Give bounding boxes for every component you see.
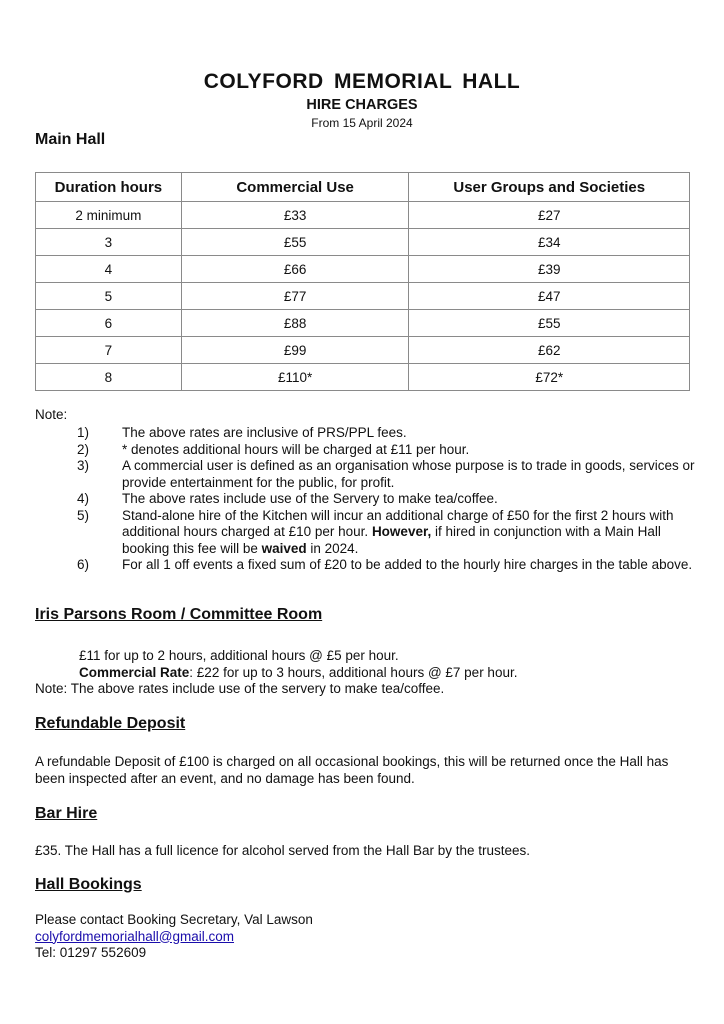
iris-parsons-rates: [35, 648, 685, 698]
cell-commercial: £99: [181, 337, 409, 364]
commercial-rate-text: : £22 for up to 3 hours, additional hours @ £7 per hour.: [189, 664, 518, 680]
note-text-part: Stand-alone hire of the Kitchen will incur an additional charge of £50 for the first 2 hours with additional hours charged at £10 per hour.: [122, 507, 674, 539]
iris-standard-rate: £11 for up to 2 hours, additional hours @ £5 per hour.: [79, 648, 399, 663]
page-subtitle: HIRE CHARGES: [306, 97, 418, 113]
cell-user-groups: £47: [409, 283, 690, 310]
note-number: 2): [77, 441, 90, 457]
column-header-commercial: Commercial Use: [181, 173, 409, 202]
page-title: COLYFORD MEMORIAL HALL: [203, 70, 521, 93]
note-text: For all 1 off events a fixed sum of £20 to be added to the hourly hire charges in the table above.: [122, 557, 693, 572]
table-header-row: [36, 173, 690, 202]
notes-label: Note:: [35, 407, 68, 422]
commercial-rate-label: Commercial Rate: [79, 664, 190, 680]
cell-commercial: £77: [181, 283, 409, 310]
contact-line: Please contact Booking Secretary, Val Lawson: [35, 912, 313, 927]
cell-commercial: £55: [181, 229, 409, 256]
iris-note: Note: The above rates include use of the servery to make tea/coffee.: [35, 681, 445, 696]
note-number: 4): [77, 491, 90, 506]
cell-user-groups: £62: [409, 337, 690, 364]
note-number: 5): [77, 507, 90, 523]
hall-bookings-heading: Hall Bookings: [35, 876, 142, 893]
table-row: [36, 337, 690, 364]
note-item: [35, 508, 695, 558]
note-text: [122, 508, 695, 558]
iris-parsons-heading: Iris Parsons Room / Committee Room: [35, 606, 323, 623]
note-text-part: if hired in conjunction with a Main Hall booking this fee will be: [122, 524, 661, 556]
table-row: [36, 283, 690, 310]
note-number: 3): [77, 458, 90, 473]
bar-hire-heading: Bar Hire: [35, 805, 98, 822]
table-row: [36, 229, 690, 256]
effective-date: From 15 April 2024: [311, 116, 413, 130]
cell-duration: 4: [36, 256, 182, 283]
cell-user-groups: £27: [409, 202, 690, 229]
column-header-duration: Duration hours: [36, 173, 182, 202]
main-hall-rates-table: [35, 172, 690, 391]
main-hall-heading: Main Hall: [35, 131, 106, 148]
cell-duration: 5: [36, 283, 182, 310]
cell-duration: 2 minimum: [36, 202, 182, 229]
note-item: [35, 557, 695, 574]
cell-commercial: £88: [181, 310, 409, 337]
cell-commercial: £33: [181, 202, 409, 229]
cell-duration: 6: [36, 310, 182, 337]
note-text: A commercial user is defined as an organisation whose purpose is to trade in goods, services or provide entertainment for the public, for profit.: [122, 458, 695, 490]
cell-duration: 3: [36, 229, 182, 256]
refundable-deposit-heading: Refundable Deposit: [35, 715, 186, 732]
note-text: * denotes additional hours will be charged at £11 per hour.: [122, 441, 470, 457]
table-row: [36, 202, 690, 229]
note-item: [35, 491, 695, 508]
cell-commercial: £110*: [181, 364, 409, 391]
table-row: [36, 364, 690, 391]
refundable-deposit-text: A refundable Deposit of £100 is charged on all occasional bookings, this will be returned once the Hall has been inspected after an event, and no damage has been found.: [35, 754, 669, 786]
note-item: [35, 458, 695, 491]
cell-commercial: £66: [181, 256, 409, 283]
hall-bookings-contact: [35, 912, 685, 962]
note-item: [35, 425, 695, 442]
booking-email-link[interactable]: colyfordmemorialhall@gmail.com: [35, 928, 235, 944]
cell-user-groups: £55: [409, 310, 690, 337]
note-item: [35, 442, 695, 459]
cell-user-groups: £72*: [409, 364, 690, 391]
column-header-user-groups: User Groups and Societies: [409, 173, 690, 202]
note-text: The above rates are inclusive of PRS/PPL fees.: [122, 425, 407, 440]
cell-duration: 8: [36, 364, 182, 391]
note-text: The above rates include use of the Servery to make tea/coffee.: [122, 491, 498, 506]
note-number: 1): [77, 425, 90, 440]
telephone-number: Tel: 01297 552609: [35, 945, 147, 960]
note-emphasis: However,: [371, 524, 432, 539]
cell-user-groups: £34: [409, 229, 690, 256]
note-text-part: in 2024.: [306, 540, 359, 556]
note-emphasis: waived: [261, 540, 307, 556]
cell-user-groups: £39: [409, 256, 690, 283]
bar-hire-text: £35. The Hall has a full licence for alcohol served from the Hall Bar by the trustees.: [35, 843, 530, 858]
note-number: 6): [77, 557, 90, 572]
iris-commercial-rate: [35, 665, 685, 682]
notes-list: [35, 425, 695, 574]
table-row: [36, 310, 690, 337]
table-row: [36, 256, 690, 283]
cell-duration: 7: [36, 337, 182, 364]
